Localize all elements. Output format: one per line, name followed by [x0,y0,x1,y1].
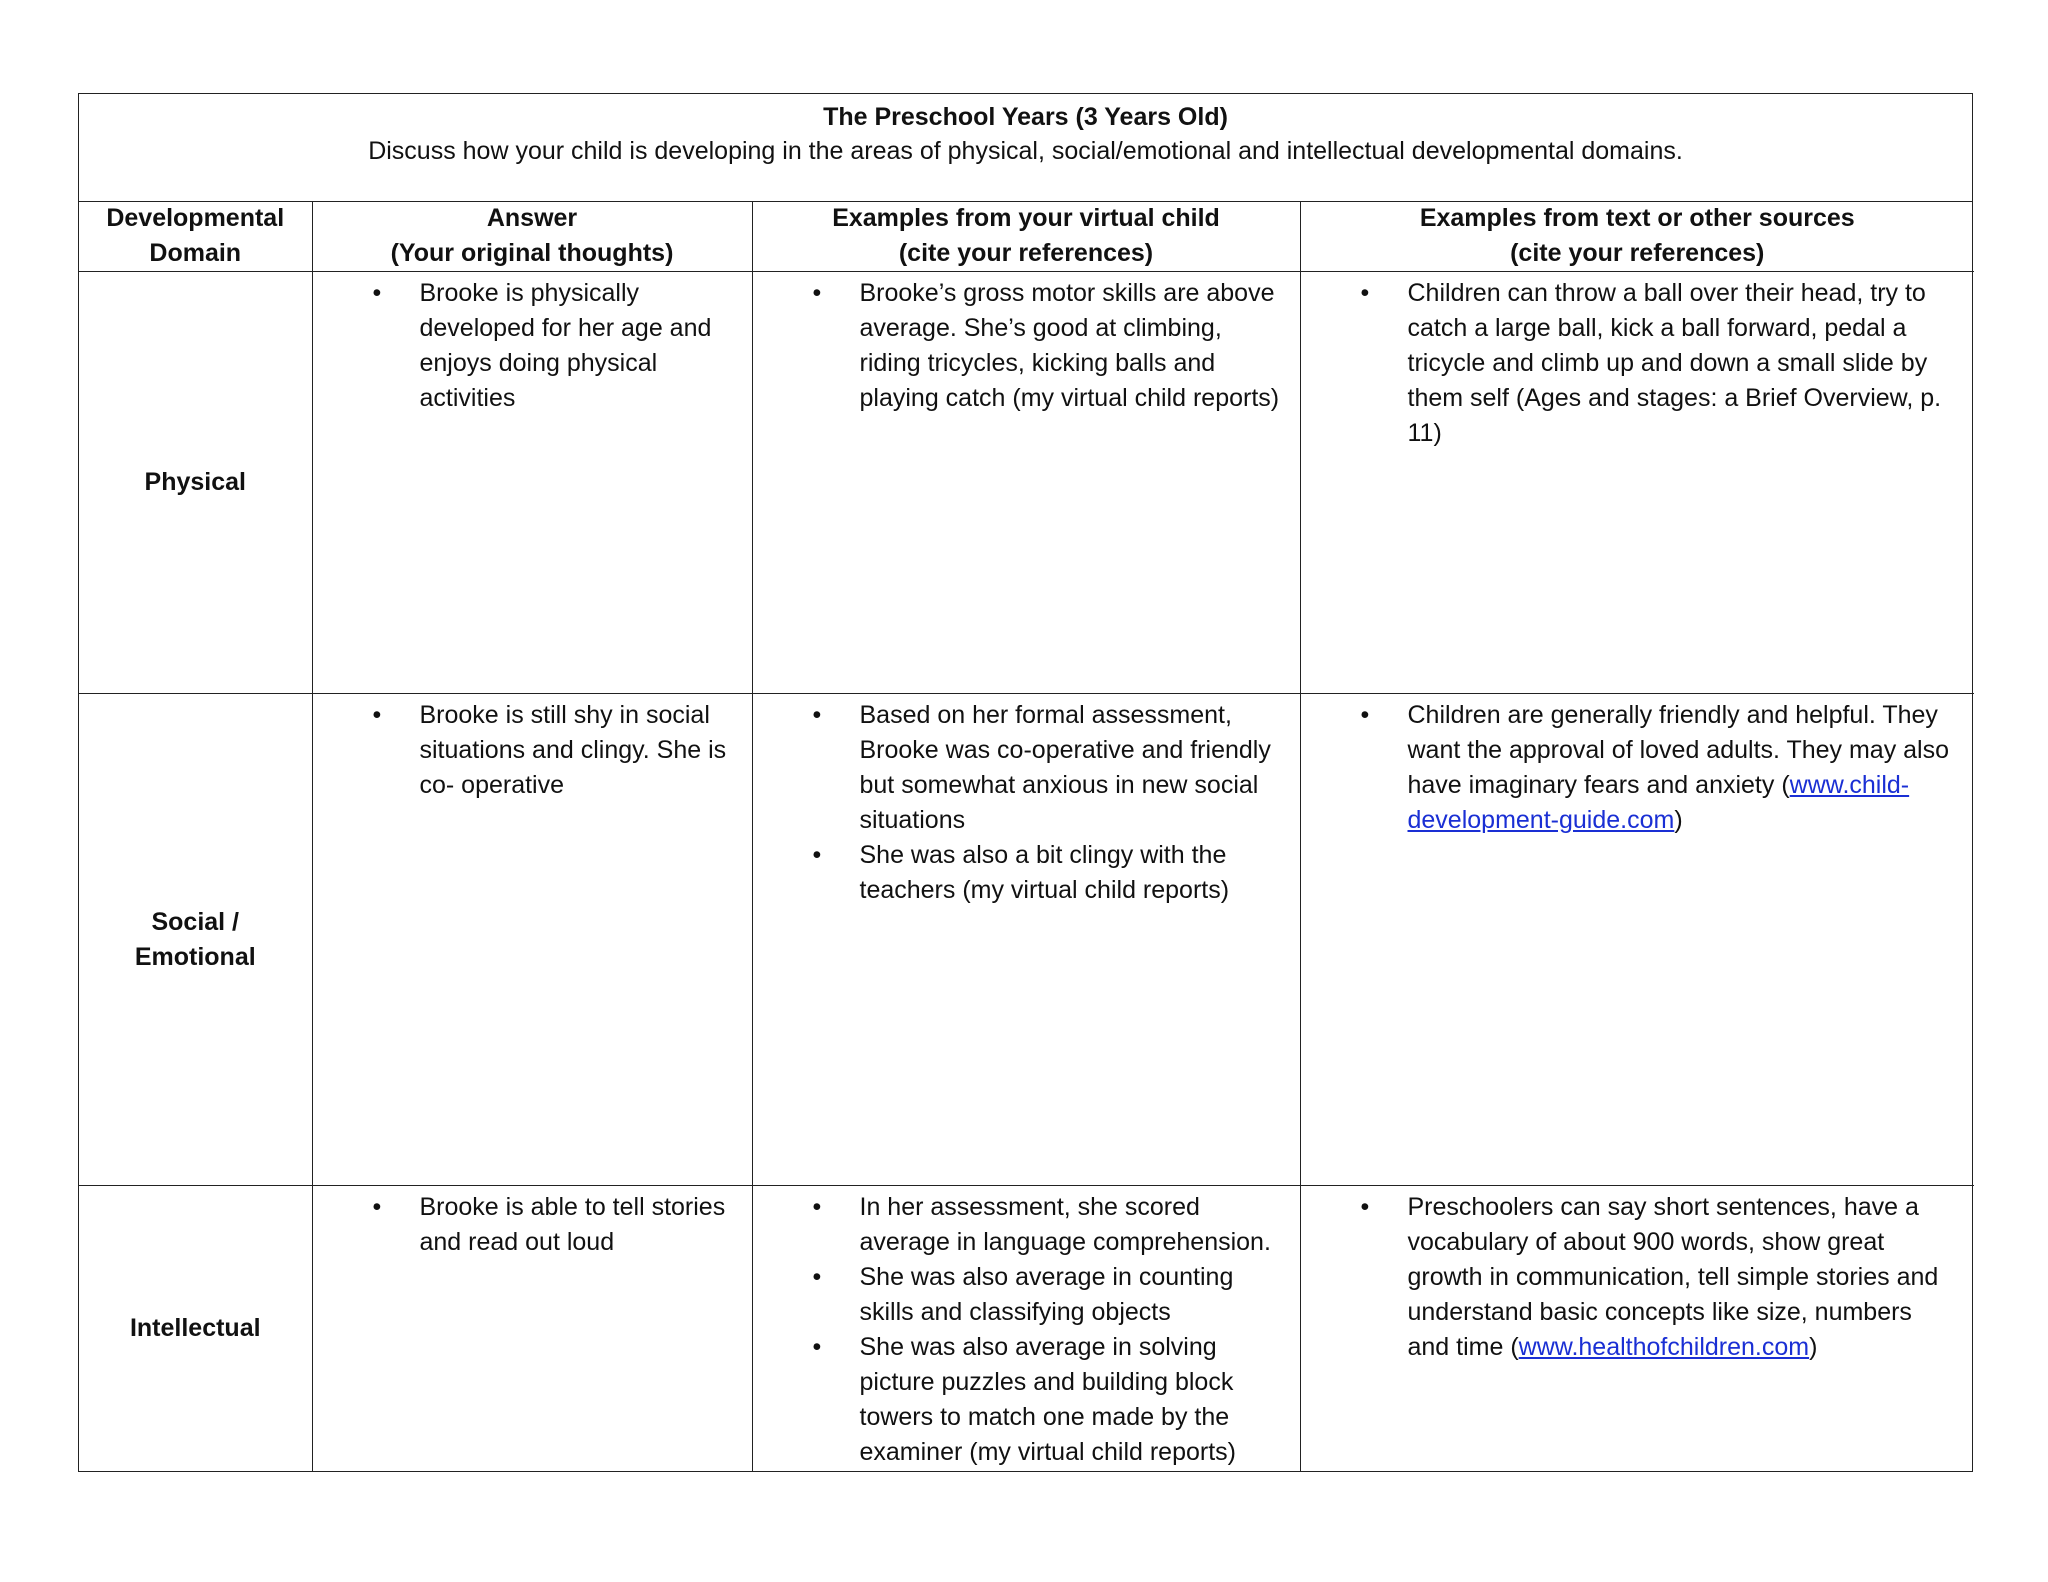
column-header-line: (Your original thoughts) [390,239,674,267]
reference-link[interactable]: www.healthofchildren.com [1518,1333,1810,1361]
domain-grid [79,201,1974,1472]
column-header-line: Answer [486,204,578,232]
sources-cell [1300,694,1974,1186]
reference-link[interactable]: www.child-development-guide.com [1407,771,1910,834]
domain-label: Social / [151,907,240,936]
domain-label: Intellectual [129,1314,261,1343]
column-header-line: (cite your references) [898,239,1154,267]
list-item: • Brooke is still shy in social situations and clingy. She is co- operative [313,698,738,803]
domain-label: Physical [144,468,246,496]
document-table [78,93,1973,1472]
domain-label: Emotional [134,942,256,971]
table-row [79,272,1974,694]
list-item: • Brooke is physically developed for her age and enjoys doing physical activities [313,276,738,416]
sources-cell [1300,272,1974,694]
source-text-end: ) [1809,1333,1818,1361]
virtual-cell [752,1186,1300,1472]
title-block [79,94,1972,202]
list-item: • Brooke’s gross motor skills are above average. She’s good at climbing, riding tricycles, kicking balls and playing catch (my virtual child reports) [753,276,1286,416]
virtual-cell [752,272,1300,694]
domain-cell [79,694,312,1186]
source-text-end: ) [1674,806,1683,834]
column-header-line: Developmental [106,204,285,232]
answer-cell [312,1186,752,1472]
list-item: • She was also average in solving picture puzzles and building block towers to match one made by the examiner (my virtual child reports) [753,1330,1286,1470]
column-header-virtual [752,201,1300,272]
column-header-line: (cite your references) [1510,239,1765,267]
list-item [1301,1190,1961,1365]
source-text: Children can throw a ball over their head, try to catch a large ball, kick a ball forward, pedal a tricycle and climb up and down a small slide by them self (Ages and stages: a Brief Overview, p. 11) [1407,279,1942,447]
list-item: • Based on her formal assessment, Brooke was co-operative and friendly but somewhat anxious in new social situations [753,698,1286,838]
sources-cell [1300,1186,1974,1472]
column-header-line: Domain [149,239,242,267]
page-title: The Preschool Years (3 Years Old) [823,103,1228,131]
list-item: • In her assessment, she scored average in language comprehension. [753,1190,1286,1260]
list-item: • Brooke is able to tell stories and read out loud [313,1190,738,1260]
table-row [79,1186,1974,1472]
list-item [1301,276,1961,451]
list-item: • She was also average in counting skills and classifying objects [753,1260,1286,1330]
column-header-answer [312,201,752,272]
page-instructions: Discuss how your child is developing in the areas of physical, social/emotional and intellectual developmental domains. [368,137,1683,165]
column-header-sources [1300,201,1974,272]
domain-cell [79,1186,312,1472]
virtual-cell [752,694,1300,1186]
column-header-line: Examples from text or other sources [1419,204,1855,232]
list-item: • She was also a bit clingy with the teachers (my virtual child reports) [753,838,1286,908]
column-header-line: Examples from your virtual child [832,204,1220,232]
header-row [79,201,1974,272]
column-header-domain [79,201,312,272]
domain-cell [79,272,312,694]
table-row [79,694,1974,1186]
answer-cell [312,272,752,694]
source-text: Preschoolers can say short sentences, have a vocabulary of about 900 words, show great growth in communication, tell simple stories and understand basic concepts like size, numbers and time ( [1407,1193,1939,1361]
answer-cell [312,694,752,1186]
list-item [1301,698,1961,838]
source-text: Children are generally friendly and helpful. They want the approval of loved adults. They may also have imaginary fears and anxiety ( [1407,701,1950,799]
